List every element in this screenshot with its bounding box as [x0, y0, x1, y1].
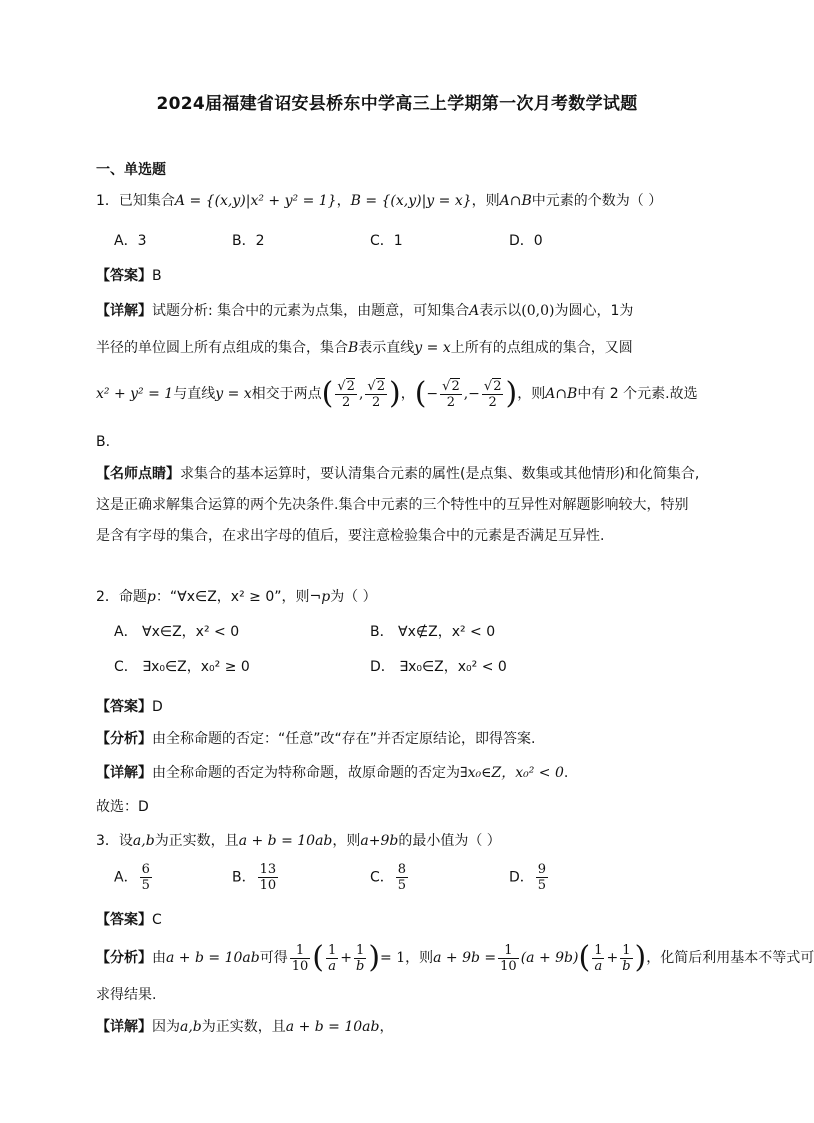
fraction: $\frac{1}{10}$ — [291, 942, 309, 974]
q2-option-a: A． ∀x∈Z，x² < 0 — [114, 624, 240, 640]
fraction: $\frac{9}{5}$ — [537, 862, 547, 893]
fraction: $\frac{√2}{2}$ — [442, 378, 460, 410]
q2-detail: 【详解】由全称命题的否定为特称命题，故原命题的否定为∃x₀∈Z，x₀² < 0. — [96, 765, 569, 781]
q1-option-c: C．1 — [370, 233, 403, 249]
q1-option-a: A．3 — [114, 233, 147, 249]
q2-conclusion: 故选：D — [96, 799, 149, 815]
q3-analysis-line1: 【分析】由a + b = 10ab可得 $\frac{1}{10}$ ( $\frac{1}{a}$ + $\frac{1}{b}$ )= 1，则a + 9b = $\frac{1}{10}$ (a + 9b)( $\frac{1}{a}$ + $\frac{1}{b}$ )，化简后利用基本不等式可 — [96, 940, 814, 975]
q2-option-c: C． ∃x₀∈Z，x₀² ≥ 0 — [114, 659, 250, 675]
q1-option-d: D．0 — [509, 233, 543, 249]
q1-answer: 【答案】B — [96, 268, 162, 284]
q3-detail: 【详解】因为a,b为正实数，且a + b = 10ab， — [96, 1019, 394, 1035]
q3-option-c: C． $\frac{8}{5}$ — [370, 862, 407, 893]
q1-detail-line3: x² + y² = 1与直线y = x相交于两点( $\frac{√2}{2}$ , $\frac{√2}{2}$ )，(− $\frac{√2}{2}$ ,− $\frac{√2}{2}$ )，则A∩B中有 2 个元素.故选 — [96, 376, 698, 411]
q3-answer: 【答案】C — [96, 912, 162, 928]
page-title: 2024届福建省诏安县桥东中学高三上学期第一次月考数学试题 — [156, 94, 638, 114]
q2-analysis: 【分析】由全称命题的否定：“任意”改“存在”并否定原结论，即得答案. — [96, 731, 536, 747]
fraction: $\frac{1}{b}$ — [355, 942, 365, 974]
q2-answer: 【答案】D — [96, 699, 163, 715]
q3-option-d: D． $\frac{9}{5}$ — [509, 862, 547, 893]
q2-option-d: D． ∃x₀∈Z，x₀² < 0 — [370, 659, 507, 675]
fraction: $\frac{1}{a}$ — [594, 942, 603, 974]
q1-option-b: B．2 — [232, 233, 265, 249]
fraction: $\frac{√2}{2}$ — [483, 378, 502, 410]
q2-option-b: B． ∀x∉Z，x² < 0 — [370, 624, 496, 640]
fraction: $\frac{6}{5}$ — [141, 862, 150, 893]
section-heading: 一、单选题 — [96, 162, 166, 178]
q3-option-b: B． $\frac{13}{10}$ — [232, 862, 277, 893]
q3-analysis-line2: 求得结果. — [96, 987, 157, 1003]
q1-detail-line2: 半径的单位圆上所有点组成的集合，集合B表示直线y = x上所有的点组成的集合，又圆 — [96, 340, 633, 356]
q1-stem: 1．已知集合A = {(x,y)|x² + y² = 1}，B = {(x,y)|y = x}，则A∩B中元素的个数为（ ） — [96, 193, 663, 209]
fraction: $\frac{1}{10}$ — [500, 942, 517, 974]
q1-teacher-note: 【名师点睛】求集合的基本运算时，要认清集合元素的属性(是点集、数集或其他情形)和化简集合,这是正确求解集合运算的两个先决条件.集合中元素的三个特性中的互异性对解题影响较大，特别是含有字母的集合，在求出字母的值后，要注意检验集合中的元素是否满足互异性. — [96, 466, 700, 544]
q1-detail-line4: B. — [96, 434, 111, 450]
q3-stem: 3．设a,b为正实数，且a + b = 10ab，则a+9b的最小值为（ ） — [96, 833, 501, 849]
fraction: $\frac{√2}{2}$ — [337, 378, 355, 410]
q3-option-a: A． $\frac{6}{5}$ — [114, 862, 150, 893]
fraction: $\frac{1}{a}$ — [327, 942, 337, 974]
fraction: $\frac{13}{10}$ — [259, 862, 277, 893]
q1-detail-line1: 【详解】试题分析: 集合中的元素为点集，由题意，可知集合A表示以(0,0)为圆心，1为 — [96, 303, 634, 319]
fraction: $\frac{1}{b}$ — [622, 942, 631, 974]
fraction: $\frac{8}{5}$ — [397, 862, 407, 893]
fraction: $\frac{√2}{2}$ — [367, 378, 385, 410]
q2-stem: 2．命题p：“∀x∈Z，x² ≥ 0”，则¬p为（ ） — [96, 589, 377, 605]
